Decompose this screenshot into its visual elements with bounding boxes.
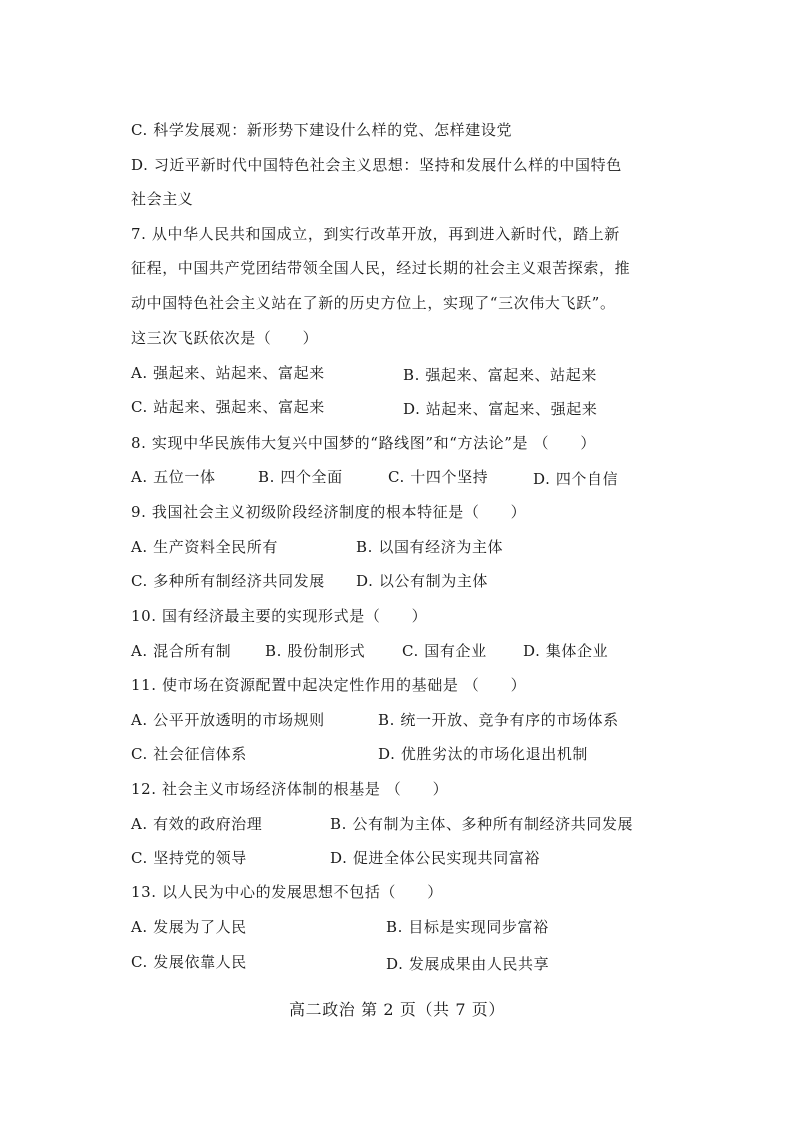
q11-option-a: A. 公平开放透明的市场规则 [131, 711, 325, 729]
q12-option-a: A. 有效的政府治理 [131, 815, 263, 833]
q8-stem: 8. 实现中华民族伟大复兴中国梦的“路线图”和“方法论”是 （ ） [131, 434, 596, 452]
q9-option-d: D. 以公有制为主体 [356, 572, 489, 590]
q7-stem-line4: 这三次飞跃依次是（ ） [131, 329, 319, 347]
q13-option-c: C. 发展依靠人民 [131, 953, 247, 971]
q10-option-b: B. 股份制形式 [265, 642, 366, 660]
q6-option-d-line2: 社会主义 [131, 190, 194, 208]
q12-stem: 12. 社会主义市场经济体制的根基是 （ ） [131, 780, 449, 798]
q10-stem: 10. 国有经济最主要的实现形式是（ ） [131, 607, 428, 625]
page-footer: 高二政治 第 2 页（共 7 页） [289, 1000, 505, 1019]
q7-stem-line1: 7. 从中华人民共和国成立，到实行改革开放，再到进入新时代，踏上新 [131, 225, 620, 243]
q13-option-a: A. 发展为了人民 [131, 918, 247, 936]
q10-option-a: A. 混合所有制 [131, 642, 232, 660]
q9-option-c: C. 多种所有制经济共同发展 [131, 572, 325, 590]
q11-option-d: D. 优胜劣汰的市场化退出机制 [378, 745, 589, 763]
q9-stem: 9. 我国社会主义初级阶段经济制度的根本特征是（ ） [131, 503, 527, 521]
q8-option-b: B. 四个全面 [258, 468, 343, 486]
q6-option-c: C. 科学发展观：新形势下建设什么样的党、怎样建设党 [131, 121, 513, 139]
q7-option-d: D. 站起来、富起来、强起来 [403, 400, 598, 418]
q7-option-a: A. 强起来、站起来、富起来 [131, 364, 325, 382]
q6-option-d-line1: D. 习近平新时代中国特色社会主义思想：坚持和发展什么样的中国特色 [131, 156, 622, 174]
q7-option-b: B. 强起来、富起来、站起来 [403, 366, 597, 384]
q9-option-a: A. 生产资料全民所有 [131, 538, 278, 556]
q12-option-c: C. 坚持党的领导 [131, 849, 247, 867]
q10-option-c: C. 国有企业 [402, 642, 487, 660]
q13-option-d: D. 发展成果由人民共享 [386, 955, 550, 973]
q7-stem-line2: 征程，中国共产党团结带领全国人民，经过长期的社会主义艰苦探索，推 [131, 259, 631, 277]
q10-option-d: D. 集体企业 [523, 642, 609, 660]
q12-option-d: D. 促进全体公民实现共同富裕 [330, 849, 541, 867]
q11-option-c: C. 社会征信体系 [131, 745, 247, 763]
q13-option-b: B. 目标是实现同步富裕 [386, 918, 549, 936]
q7-option-c: C. 站起来、强起来、富起来 [131, 398, 325, 416]
q8-option-c: C. 十四个坚持 [388, 468, 489, 486]
q12-option-b: B. 公有制为主体、多种所有制经济共同发展 [330, 815, 634, 833]
q11-stem: 11. 使市场在资源配置中起决定性作用的基础是 （ ） [131, 676, 527, 694]
q8-option-a: A. 五位一体 [131, 468, 216, 486]
q11-option-b: B. 统一开放、竞争有序的市场体系 [378, 711, 619, 729]
q13-stem: 13. 以人民为中心的发展思想不包括（ ） [131, 883, 443, 901]
q8-option-d: D. 四个自信 [533, 470, 619, 488]
q7-stem-line3: 动中国特色社会主义站在了新的历史方位上，实现了“三次伟大飞跃”。 [131, 294, 616, 312]
q9-option-b: B. 以国有经济为主体 [356, 538, 504, 556]
